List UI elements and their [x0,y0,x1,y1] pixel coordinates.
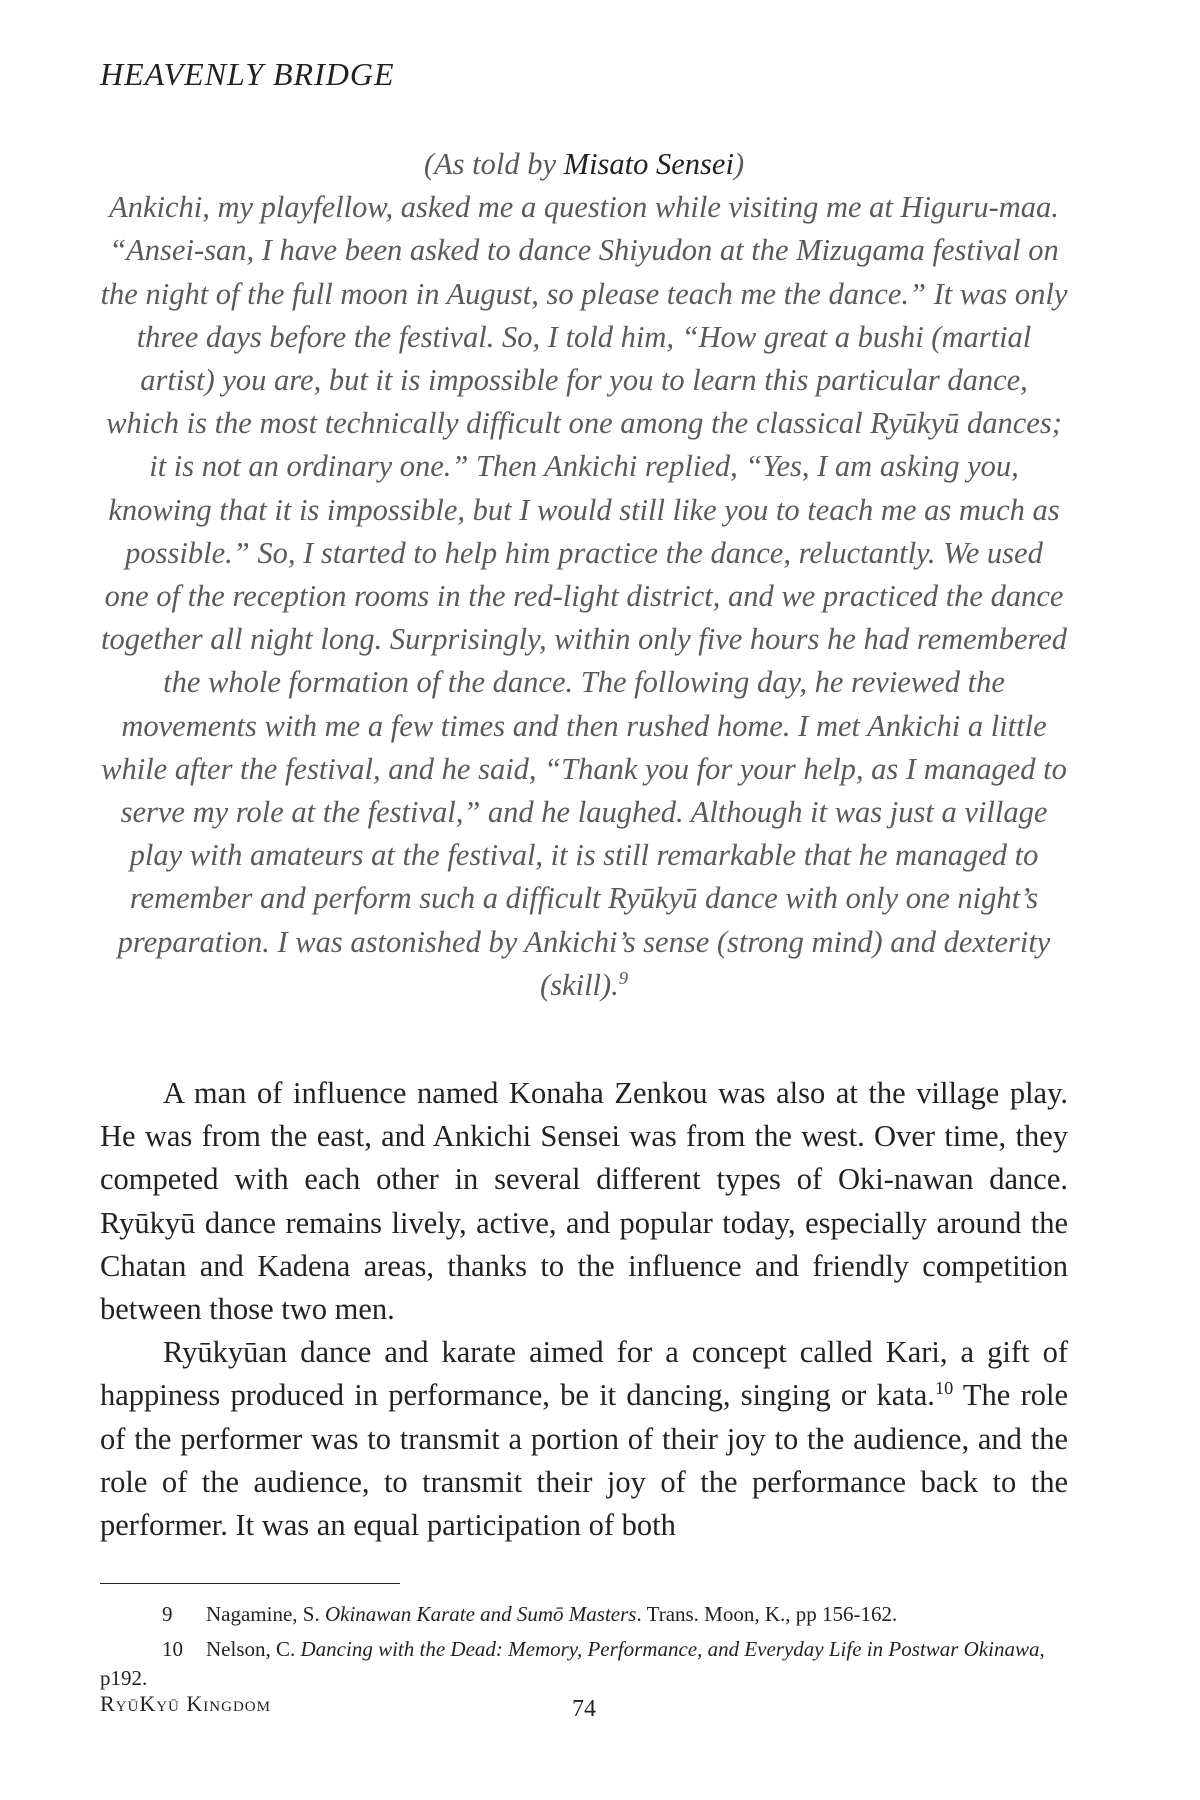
paragraph-2-end: The role of the performer was to transmit a portion of their joy to the audience, and the role of the audience, to transmit their joy of the performance back to the performer. It was an equal participation of both [100,1378,1068,1543]
footnote-item [100,1600,1068,1629]
footnote-number: 10 [162,1637,183,1661]
quote-attribution [100,143,1068,186]
quote-body: Ankichi, my playfellow, asked me a question while visiting me at Higuru-maa. “Ansei-san, I have been asked to dance Shiyudon at the Mizugama festival on the night of the full moon in August, so please teach me the dance.” It was only three days before the festival. So, I told him, “How great a bushi (martial artist) you are, but it is impossible for you to learn this particular dance, which is the most technically difficult one among the classical Ryūkyū dances; it is not an ordinary one.” Then Ankichi replied, “Yes, I am asking you, knowing that it is impossible, but I would still like you to teach me as much as possible.” So, I started to help him practice the dance, reluctantly. We used one of the reception rooms in the red-light district, and we practiced the dance together all night long. Surprisingly, within only five hours he had remembered the whole formation of the dance. The following day, he reviewed the movements with me a few times and then rushed home. I met Ankichi a little while after the festival, and he said, “Thank you for your help, as I managed to serve my role at the festival,” and he laughed. Although it was just a village play with amateurs at the festival, it is still remarkable that he managed to remember and perform such a difficult Ryūkyū dance with only one night’s preparation. I was astonished by Ankichi’s sense (strong mind) and dexterity (skill). [100,190,1068,1002]
footnote-title: Okinawan Karate and Sumō Masters [324,1602,637,1626]
footnote-divider [100,1583,400,1584]
paragraph-2 [100,1331,1068,1547]
attribution-open: (As told by [423,147,564,181]
footer-book-title: RyūKyū Kingdom [100,1691,271,1716]
page-number: 74 [572,1696,596,1722]
footnote-details: , p192. [100,1637,1045,1690]
footnote-title: Dancing with the Dead: Memory, Performance, and Everyday Life in Postwar Okinawa [300,1637,1040,1661]
footnote-ref-10: 10 [934,1378,954,1399]
footnote-item [100,1635,1068,1693]
attribution-close: ) [733,147,745,181]
quote-block [100,143,1068,1007]
footnote-number: 9 [162,1602,173,1626]
footnote-author: Nelson, C. [206,1637,301,1661]
paragraph-1: A man of influence named Konaha Zenkou was also at the village play. He was from the east, and Ankichi Sensei was from the west. Over time, they competed with each other in several different types of Oki-nawan dance. Ryūkyū dance remains lively, active, and popular today, especially around the Chatan and Kadena areas, thanks to the influence and friendly competition between those two men. [100,1076,1068,1327]
running-head: HEAVENLY BRIDGE [100,56,395,92]
quote-text [100,186,1068,1007]
footnote-details: . Trans. Moon, K., pp 156-162. [636,1602,898,1626]
body-text [100,1072,1068,1547]
footnote-author: Nagamine, S. [206,1602,325,1626]
attribution-name: Misato Sensei [563,147,734,181]
footnotes [100,1600,1068,1699]
paragraph-2-start: Ryūkyūan dance and karate aimed for a concept called Kari, a gift of happiness produced in performance, be it dancing, singing or kata. [100,1335,1068,1413]
footnote-ref-9: 9 [618,967,628,988]
